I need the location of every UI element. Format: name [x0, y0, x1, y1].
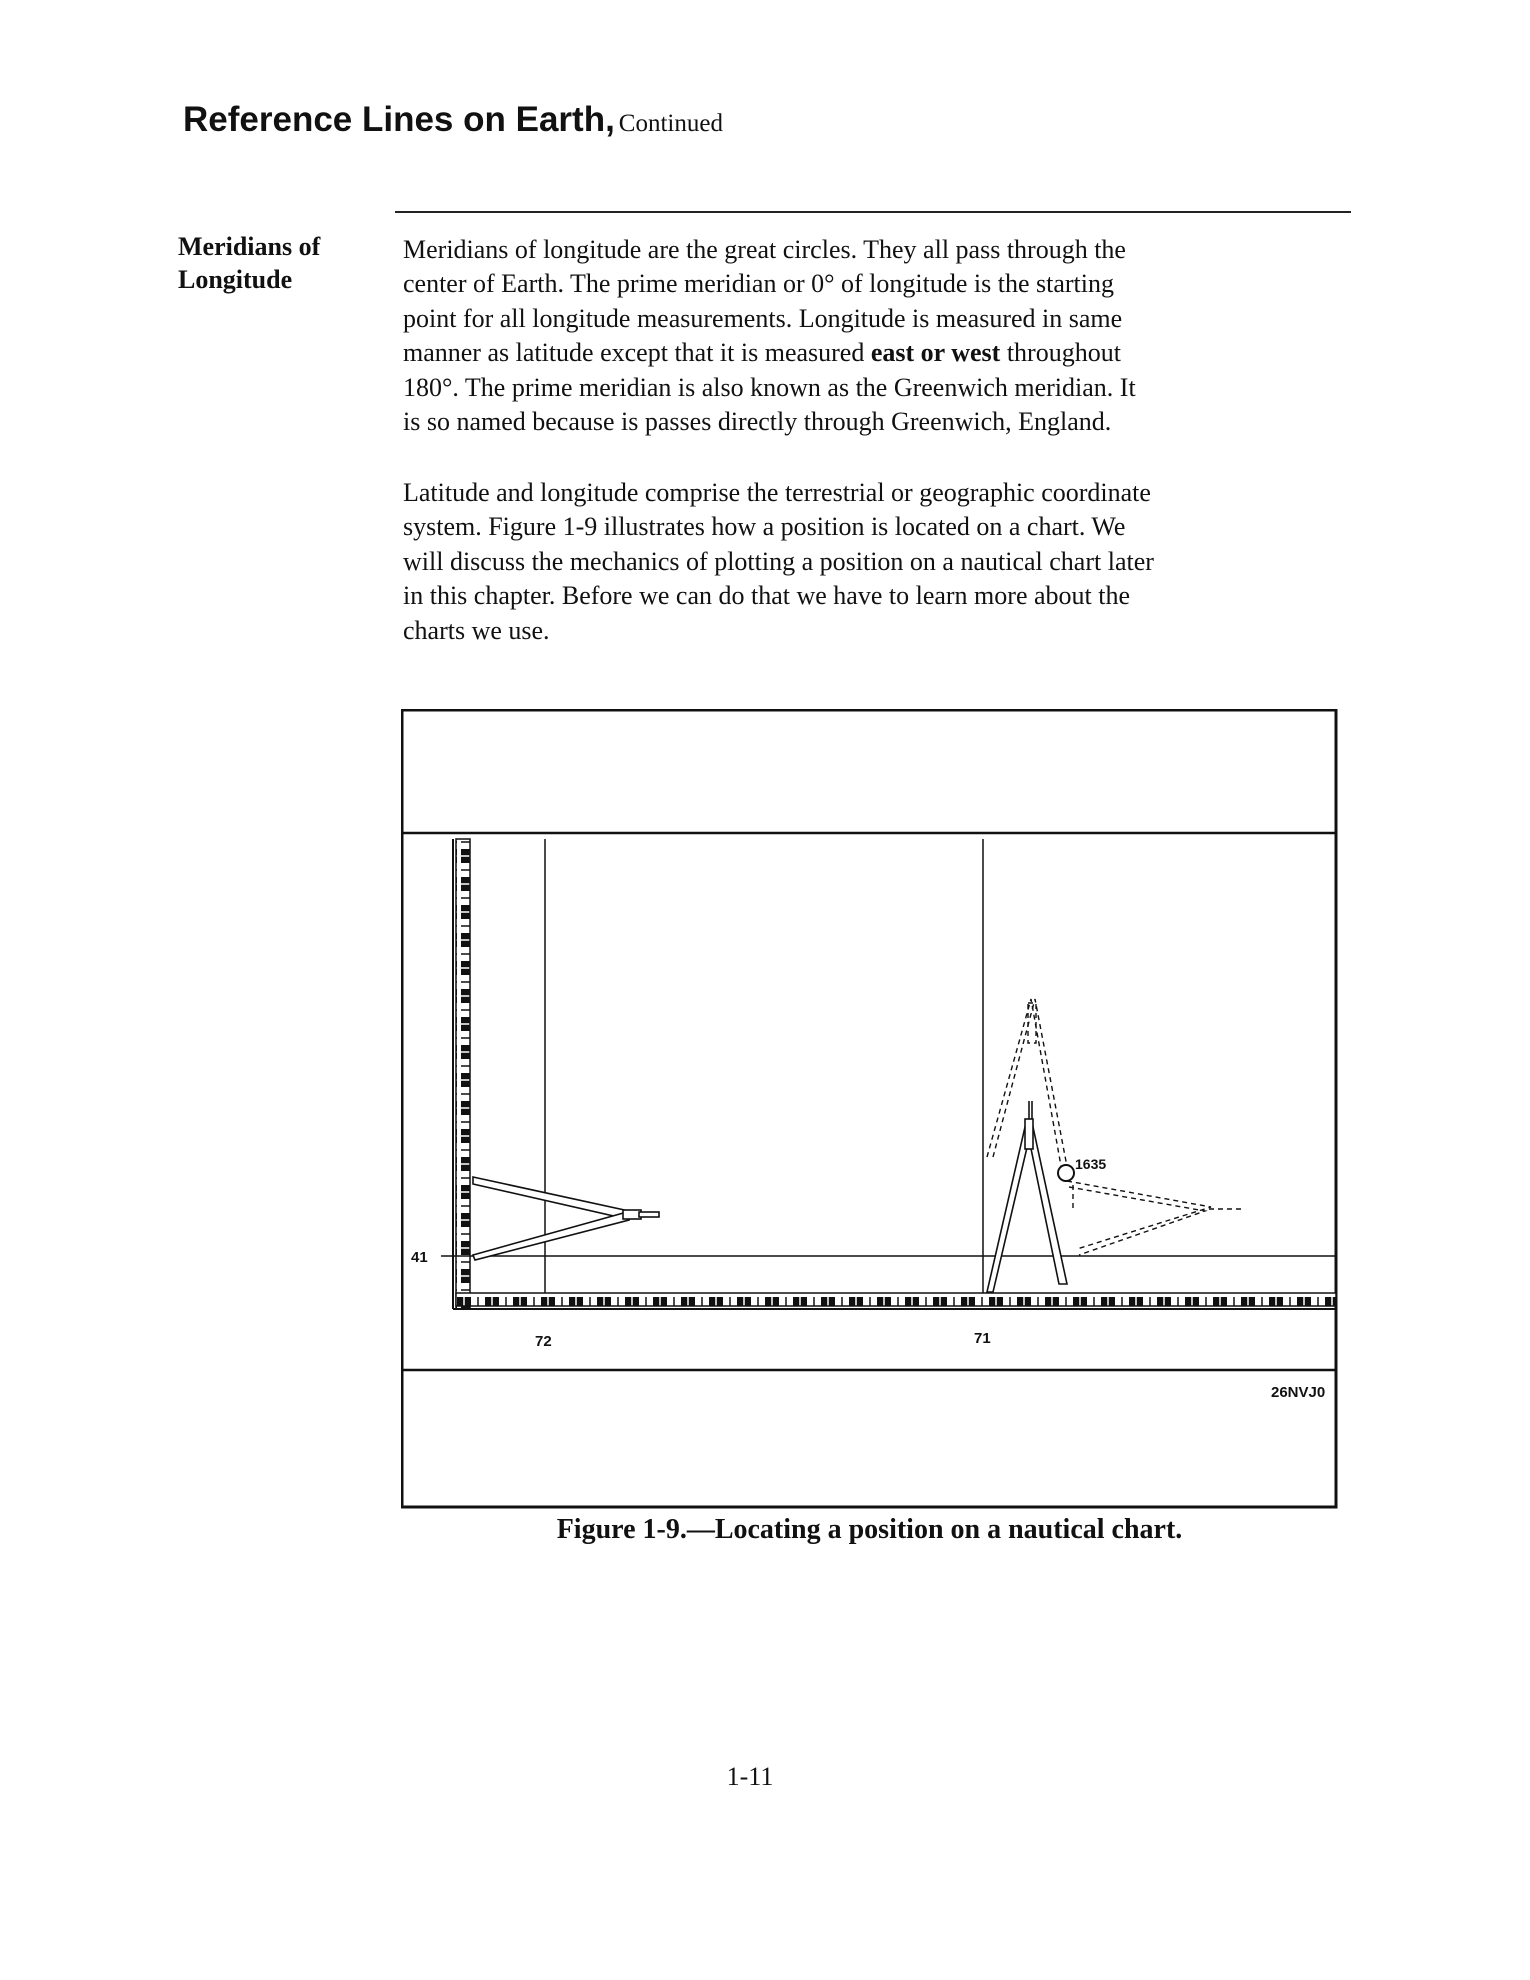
- text-line: system. Figure 1-9 illustrates how a position is located on a chart. We: [403, 512, 1126, 542]
- figure-frame: [402, 710, 1336, 1507]
- latitude-scale: [456, 839, 470, 1309]
- paragraph-coordinates: [403, 476, 1323, 648]
- text-line: Latitude and longitude comprise the terrestrial or geographic coordinate: [403, 478, 1151, 507]
- chart-area: [411, 839, 1336, 1401]
- text-line: in this chapter. Before we can do that we have to learn more about the: [403, 581, 1131, 611]
- dividers-right-solid: [987, 1101, 1067, 1292]
- sidebar-label-line: Longitude: [178, 265, 293, 294]
- text-line: 180°. The prime meridian is also known as the Greenwich meridian. It: [403, 372, 1136, 402]
- nautical-chart-figure: [401, 709, 1338, 1510]
- time-label: 1635: [1075, 1156, 1107, 1172]
- position-fix-circle: [1058, 1165, 1074, 1181]
- text-line: [403, 336, 1323, 370]
- page-heading: [183, 100, 723, 140]
- longitude-scale: [456, 1293, 1336, 1306]
- longitude-label-right: 71: [974, 1330, 991, 1347]
- paragraph-meridians: [403, 233, 1323, 439]
- text-fragment: throughout: [1000, 338, 1121, 368]
- latitude-label: 41: [411, 1249, 428, 1266]
- text-fragment: manner as latitude except that it is measured: [403, 338, 871, 368]
- longitude-label-left: 72: [535, 1333, 552, 1350]
- corner-code: 26NVJ0: [1271, 1384, 1326, 1401]
- text-line: charts we use.: [403, 615, 550, 645]
- text-line: point for all longitude measurements. Longitude is measured in same: [403, 303, 1123, 333]
- heading-title: Reference Lines on Earth,: [183, 100, 615, 139]
- text-line: will discuss the mechanics of plotting a position on a nautical chart later: [403, 546, 1154, 576]
- dividers-left: [473, 1177, 659, 1260]
- text-line: Meridians of longitude are the great circles. They all pass through the: [403, 235, 1126, 264]
- sidebar-label-line: Meridians of: [178, 232, 321, 261]
- page-number: 1-11: [726, 1762, 774, 1791]
- heading-continued: Continued: [618, 110, 723, 137]
- text-line: center of Earth. The prime meridian or 0° of longitude is the starting: [403, 269, 1114, 299]
- emphasis-east-or-west: east or west: [870, 338, 1001, 368]
- section-divider: [395, 211, 1351, 213]
- figure-caption: Figure 1-9.—Locating a position on a nautical chart.: [556, 1514, 1183, 1545]
- sidebar-label: [178, 230, 320, 296]
- text-line: is so named because is passes directly through Greenwich, England.: [403, 407, 1112, 437]
